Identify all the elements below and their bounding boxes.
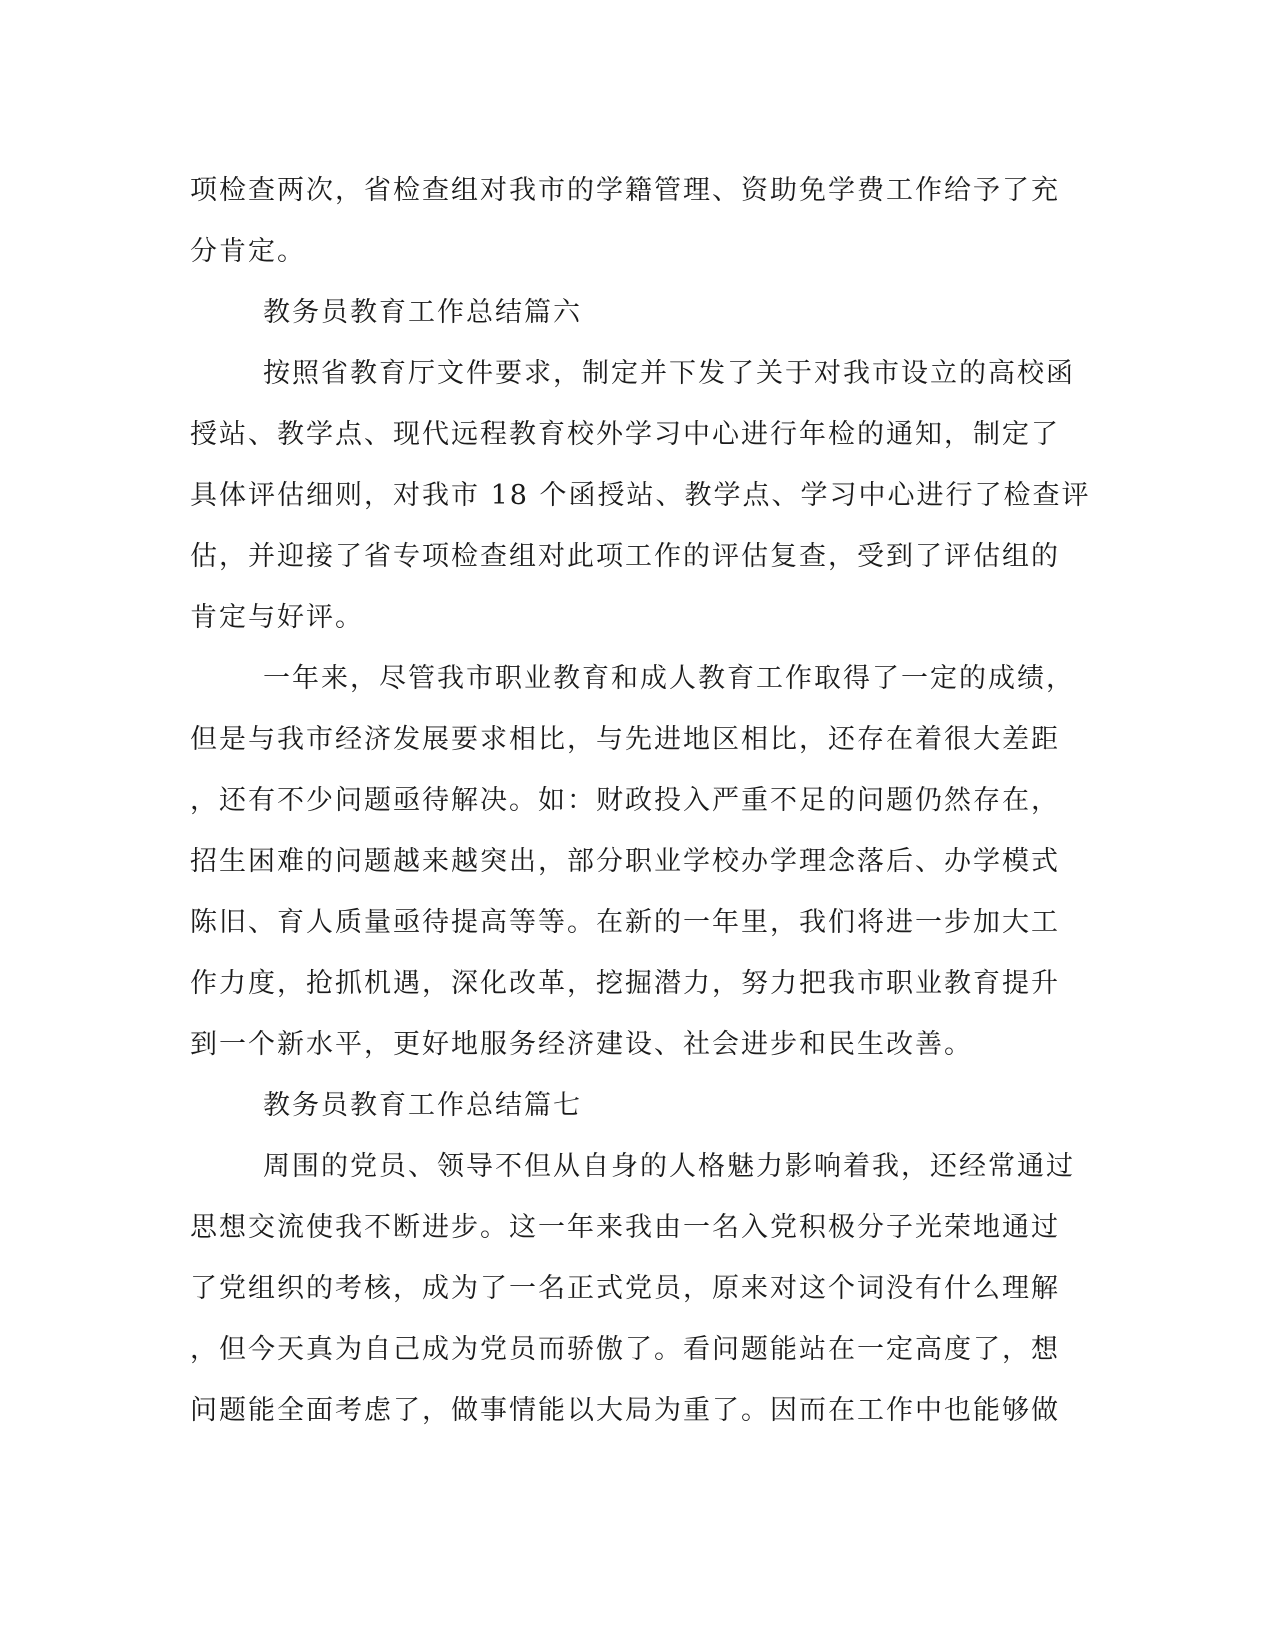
- text-line: 按照省教育厅文件要求，制定并下发了关于对我市设立的高校函: [263, 358, 1075, 389]
- text-line: 陈旧、育人质量亟待提高等等。在新的一年里，我们将进一步加大工: [190, 907, 1060, 938]
- document-body: [190, 160, 1091, 1441]
- paragraph-inspection: [190, 343, 1091, 648]
- text-line: 了党组织的考核，成为了一名正式党员，原来对这个词没有什么理解: [190, 1273, 1060, 1304]
- text-line: 作力度，抢抓机遇，深化改革，挖掘潜力，努力把我市职业教育提升: [190, 968, 1060, 999]
- text-line: ，还有不少问题亟待解决。如：财政投入严重不足的问题仍然存在，: [190, 785, 1060, 816]
- heading-text: 教务员教育工作总结篇六: [263, 297, 582, 328]
- paragraph-party-member: [190, 1136, 1075, 1441]
- paragraph-continuation: [190, 160, 1070, 282]
- section-heading-six: [190, 282, 1070, 343]
- text-line: 问题能全面考虑了，做事情能以大局为重了。因而在工作中也能够做: [190, 1395, 1060, 1426]
- paragraph-summary: [190, 648, 1075, 1075]
- text-line: 周围的党员、领导不但从自身的人格魅力影响着我，还经常通过: [263, 1151, 1075, 1182]
- text-line: 思想交流使我不断进步。这一年来我由一名入党积极分子光荣地通过: [190, 1212, 1060, 1243]
- text-line: 一年来，尽管我市职业教育和成人教育工作取得了一定的成绩，: [263, 663, 1075, 694]
- text-line: 分肯定。: [190, 236, 306, 267]
- text-line: 但是与我市经济发展要求相比，与先进地区相比，还存在着很大差距: [190, 724, 1060, 755]
- section-heading-seven: [190, 1075, 1070, 1136]
- text-line: 到一个新水平，更好地服务经济建设、社会进步和民生改善。: [190, 1029, 973, 1060]
- text-line: ，但今天真为自己成为党员而骄傲了。看问题能站在一定高度了，想: [190, 1334, 1060, 1365]
- text-line: 招生困难的问题越来越突出，部分职业学校办学理念落后、办学模式: [190, 846, 1060, 877]
- text-line: 具体评估细则，对我市 18 个函授站、教学点、学习中心进行了检查评: [190, 480, 1091, 511]
- heading-text: 教务员教育工作总结篇七: [263, 1090, 582, 1121]
- text-line: 授站、教学点、现代远程教育校外学习中心进行年检的通知，制定了: [190, 419, 1060, 450]
- text-line: 项检查两次，省检查组对我市的学籍管理、资助免学费工作给予了充: [190, 175, 1060, 206]
- text-line: 肯定与好评。: [190, 602, 364, 633]
- text-line: 估，并迎接了省专项检查组对此项工作的评估复查，受到了评估组的: [190, 541, 1060, 572]
